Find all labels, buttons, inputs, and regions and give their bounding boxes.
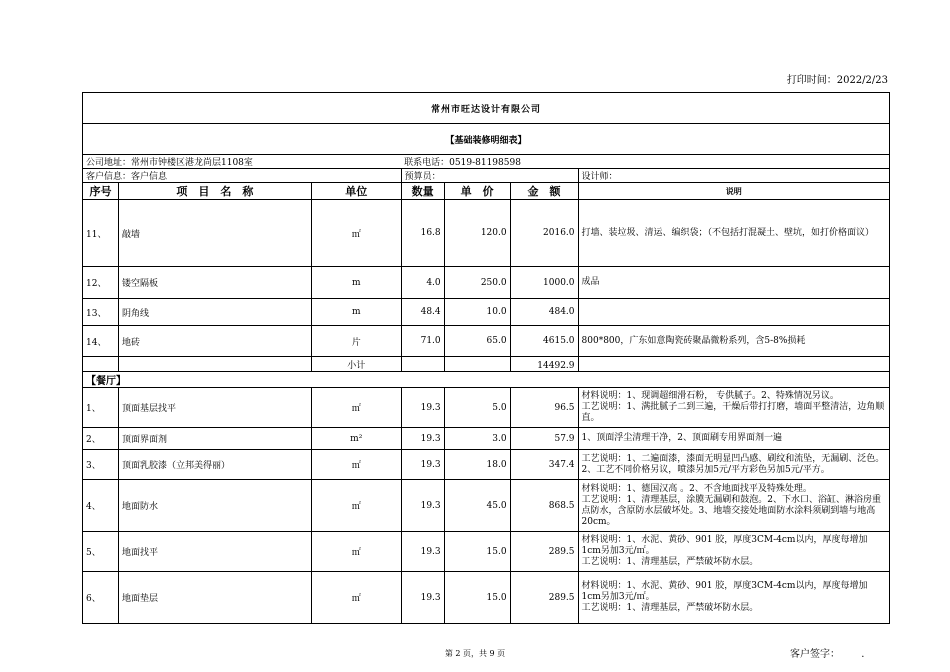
- table-row: [83, 326, 890, 357]
- row-qty: 19.3: [401, 450, 444, 480]
- row-seq: 12、: [83, 267, 119, 299]
- row-unit: m: [311, 267, 401, 299]
- header-price: 单 价: [444, 183, 510, 200]
- row-unit: ㎡: [311, 388, 401, 428]
- row-seq: 2、: [83, 428, 119, 450]
- row-name: 地砖: [118, 326, 311, 357]
- row-seq: 13、: [83, 299, 119, 326]
- subtotal-label: 小计: [311, 357, 401, 372]
- header-seq: 序号: [83, 183, 119, 200]
- header-desc: 说明: [578, 183, 889, 200]
- row-qty: 19.3: [401, 572, 444, 624]
- row-name: 地面垫层: [118, 572, 311, 624]
- row-price: 15.0: [444, 532, 510, 572]
- section-title: 【餐厅】: [83, 372, 890, 388]
- row-desc: 材料说明：1、现调超细滑石粉， 专供腻子。2、特殊情况另议。 工艺说明：1、满批腻子二到三遍，干燥后带打打磨，墙面平整清洁，边角顺直。: [578, 388, 889, 428]
- row-price: 45.0: [444, 480, 510, 532]
- table-row: [83, 267, 890, 299]
- row-unit: ㎡: [311, 572, 401, 624]
- row-seq: 14、: [83, 326, 119, 357]
- row-seq: 6、: [83, 572, 119, 624]
- row-name: 地面找平: [118, 532, 311, 572]
- contact-phone: 联系电话：0519-81198598: [401, 155, 889, 169]
- row-seq: 4、: [83, 480, 119, 532]
- row-price: 5.0: [444, 388, 510, 428]
- subtotal-value: 14492.9: [510, 357, 578, 372]
- header-unit: 单位: [311, 183, 401, 200]
- customer-sign-label: 客户签字：: [790, 649, 840, 660]
- row-desc: [578, 299, 889, 326]
- table-row: [83, 480, 890, 532]
- row-qty: 19.3: [401, 388, 444, 428]
- row-name: 镂空隔板: [118, 267, 311, 299]
- row-qty: 71.0: [401, 326, 444, 357]
- row-name: 顶面基层找平: [118, 388, 311, 428]
- print-time: 打印时间：2022/2/23: [786, 75, 888, 86]
- row-qty: 16.8: [401, 200, 444, 267]
- row-unit: ㎡: [311, 200, 401, 267]
- row-seq: 3、: [83, 450, 119, 480]
- table-row: [83, 532, 890, 572]
- row-qty: 4.0: [401, 267, 444, 299]
- row-amount: 868.5: [510, 480, 578, 532]
- row-amount: 57.9: [510, 428, 578, 450]
- budget-sheet: [82, 92, 890, 624]
- header-amount: 金 额: [510, 183, 578, 200]
- row-seq: 5、: [83, 532, 119, 572]
- row-qty: 19.3: [401, 428, 444, 450]
- table-row: [83, 428, 890, 450]
- row-unit: ㎡: [311, 480, 401, 532]
- row-name: 敲墙: [118, 200, 311, 267]
- row-desc: 800*800，广东如意陶瓷砖聚晶微粉系列，含5-8%损耗: [578, 326, 889, 357]
- header-item: 项 目 名 称: [118, 183, 311, 200]
- row-price: 10.0: [444, 299, 510, 326]
- row-desc: 打墙、装垃圾、清运、编织袋；（不包括打混凝土、壁坑，如打价格面议）: [578, 200, 889, 267]
- row-qty: 19.3: [401, 532, 444, 572]
- company-address: 公司地址：常州市钟楼区港龙尚层1108室: [83, 155, 402, 169]
- row-name: 地面防水: [118, 480, 311, 532]
- table-header: [83, 183, 890, 200]
- row-amount: 2016.0: [510, 200, 578, 267]
- customer-info: 客户信息：客户信息: [83, 169, 402, 183]
- row-desc: 材料说明：1、德国汉高 。2、不含地面找平及特殊处理。 工艺说明：1、清理基层，涂膜无漏刷和鼓泡。2、下水口、浴缸、淋浴房重点防水，含原防水层破坏处。3、地墙交接处地面防水涂料须刷到墙与地高20cm。: [578, 480, 889, 532]
- row-seq: 1、: [83, 388, 119, 428]
- row-desc: 材料说明：1、水泥、黄砂、901 胶，厚度3CM-4cm以内，厚度每增加1cm另加3元/㎡。 工艺说明：1、清理基层，严禁破坏防水层。: [578, 532, 889, 572]
- row-price: 65.0: [444, 326, 510, 357]
- row-name: 顶面界面剂: [118, 428, 311, 450]
- row-amount: 4615.0: [510, 326, 578, 357]
- table-row: [83, 299, 890, 326]
- sheet-subtitle: 【基础装修明细表】: [83, 124, 890, 155]
- row-desc: 1、顶面浮尘清理干净，2、顶面刷专用界面剂一遍: [578, 428, 889, 450]
- subtotal-row: [83, 357, 890, 372]
- row-qty: 19.3: [401, 480, 444, 532]
- page-indicator: 第 2 页，共 9 页: [444, 649, 506, 658]
- header-qty: 数量: [401, 183, 444, 200]
- table-row: [83, 388, 890, 428]
- row-amount: 96.5: [510, 388, 578, 428]
- company-title: 常州市旺达设计有限公司: [83, 93, 890, 124]
- budget-person: 预算员：: [401, 169, 578, 183]
- row-price: 18.0: [444, 450, 510, 480]
- row-unit: 片: [311, 326, 401, 357]
- row-unit: m²: [311, 428, 401, 450]
- row-seq: 11、: [83, 200, 119, 267]
- row-name: 阴角线: [118, 299, 311, 326]
- row-price: 3.0: [444, 428, 510, 450]
- customer-signature: [790, 645, 864, 660]
- row-price: 120.0: [444, 200, 510, 267]
- row-amount: 347.4: [510, 450, 578, 480]
- customer-sign-value: .: [861, 649, 865, 660]
- row-amount: 289.5: [510, 532, 578, 572]
- table-row: [83, 450, 890, 480]
- row-unit: ㎡: [311, 450, 401, 480]
- row-desc: 材料说明：1、水泥、黄砂、901 胶，厚度3CM-4cm以内，厚度每增加1cm另加3元/㎡。 工艺说明：1、清理基层，严禁破坏防水层。: [578, 572, 889, 624]
- table-row: [83, 200, 890, 267]
- row-price: 250.0: [444, 267, 510, 299]
- row-amount: 289.5: [510, 572, 578, 624]
- row-name: 顶面乳胶漆（立邦美得丽）: [118, 450, 311, 480]
- designer: 设计师：: [578, 169, 889, 183]
- row-amount: 1000.0: [510, 267, 578, 299]
- row-desc: 成品: [578, 267, 889, 299]
- row-desc: 工艺说明：1、二遍面漆，漆面无明显凹凸感、刷纹和流坠，无漏刷、泛色。2、工艺不同价格另议，喷漆另加5元/平方彩色另加5元/平方。: [578, 450, 889, 480]
- row-qty: 48.4: [401, 299, 444, 326]
- row-unit: ㎡: [311, 532, 401, 572]
- row-amount: 484.0: [510, 299, 578, 326]
- row-price: 15.0: [444, 572, 510, 624]
- row-unit: m: [311, 299, 401, 326]
- table-row: [83, 572, 890, 624]
